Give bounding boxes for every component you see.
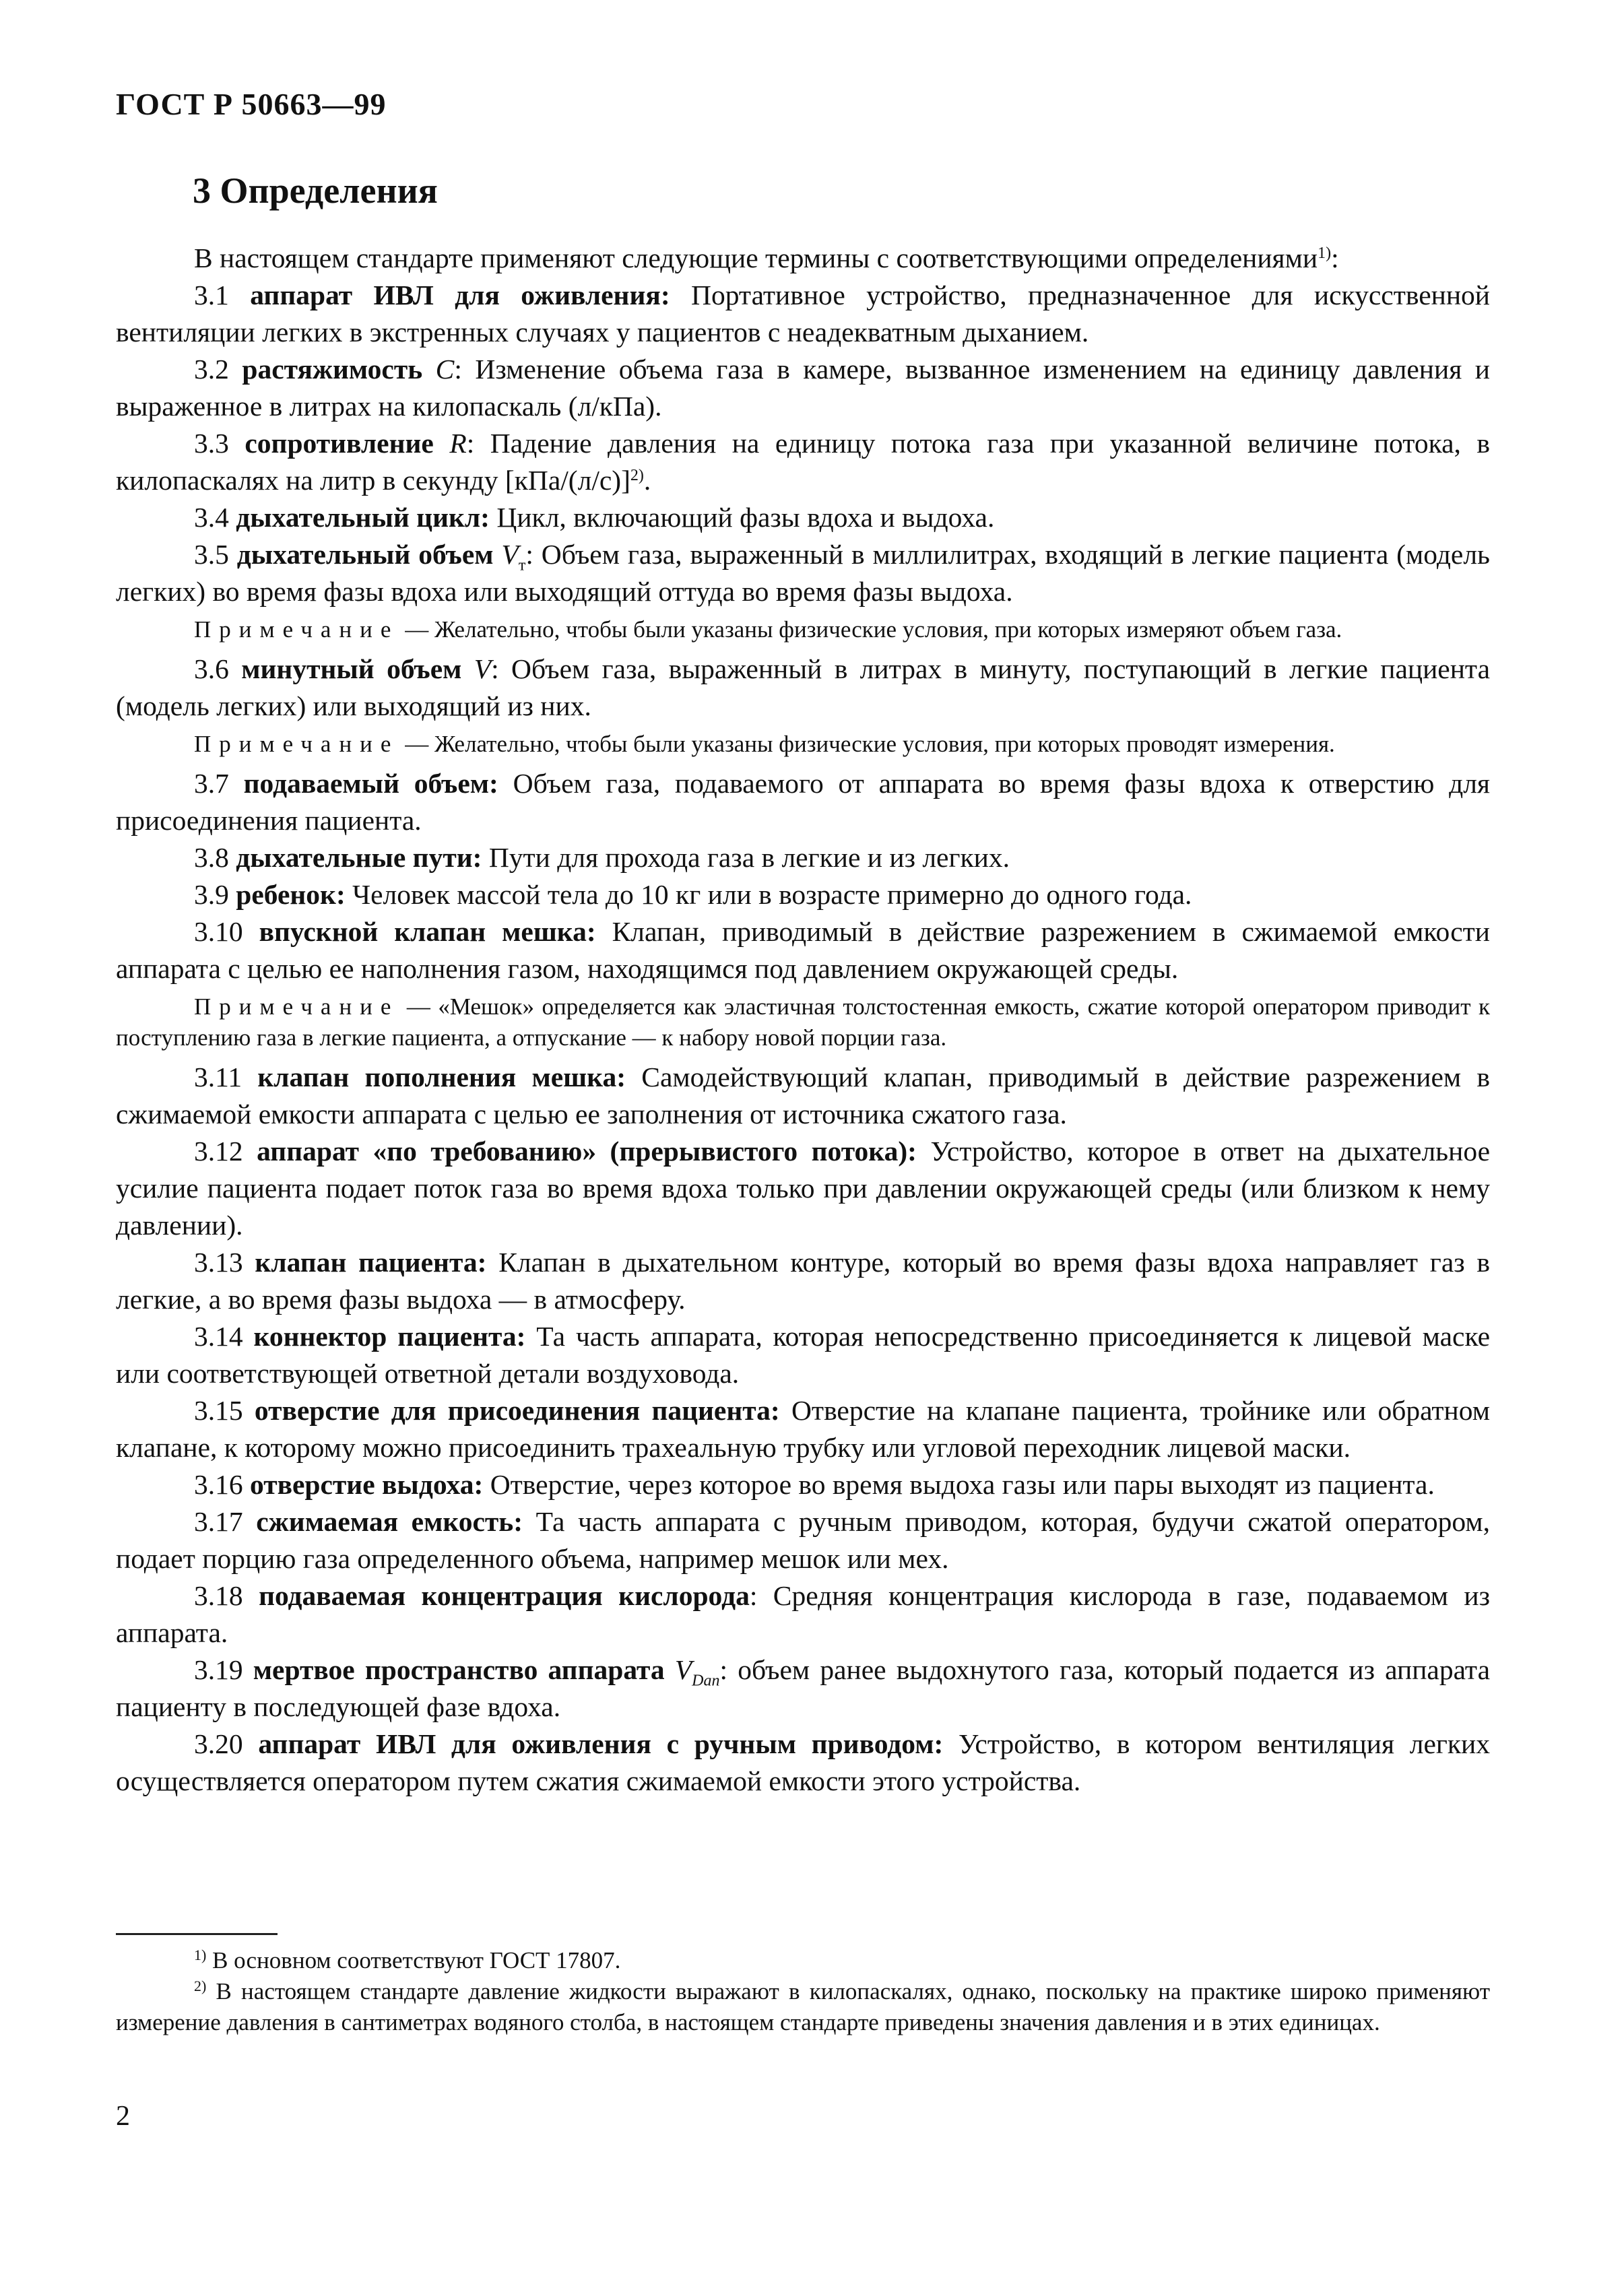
term: коннектор пациента: — [253, 1321, 526, 1352]
term: растяжимость — [242, 354, 423, 385]
term: впускной клапан мешка: — [259, 916, 596, 947]
term: дыхательный цикл: — [236, 502, 490, 533]
definition-3-13: 3.13 клапан пациента: Клапан в дыхательном контуре, который во время фазы вдоха направляет газ в легкие, а во время фазы выдоха — в атмосферу. — [116, 1247, 1490, 1315]
term: дыхательные пути: — [236, 842, 482, 873]
term: аппарат ИВЛ для оживления: — [250, 280, 670, 310]
term: клапан пациента: — [255, 1247, 487, 1278]
footnote-2: $^{2)}$ В настоящем стандарте давление жидкости выражают в килопаскалях, однако, поскольку на практике широко применяют измерение давления в сантиметрах водяного столба, в настоящем стандарте приведены значения давления и в этих единицах. — [116, 1978, 1490, 2035]
page-number: 2 — [116, 2101, 130, 2132]
term: мертвое пространство аппарата — [253, 1654, 665, 1685]
section-title: 3 Определения — [193, 170, 438, 211]
definition-3-7: 3.7 подаваемый объем: Объем газа, подаваемого от аппарата во время фазы вдоха к отверстию для присоединения пациента. — [116, 768, 1490, 836]
definition-3-16: 3.16 отверстие выдоха: Отверстие, через которое во время выдоха газы или пары выходят из пациента. — [194, 1469, 1435, 1500]
term: аппарат ИВЛ для оживления с ручным приводом: — [258, 1728, 944, 1759]
definition-3-12: 3.12 аппарат «по требованию» (прерывистого потока): Устройство, которое в ответ на дыхательное усилие пациента подает поток газа во время вдоха только при давлении окружающей среды (или близком к нему давлении). — [116, 1136, 1490, 1241]
note: Примечание — Желательно, чтобы были указаны физические условия, при которых измеряют объем газа. — [194, 616, 1342, 643]
definition-3-4: 3.4 дыхательный цикл: Цикл, включающий фазы вдоха и выдоха. — [194, 502, 995, 533]
definition-3-5: 3.5 дыхательный объем $V_т$: Объем газа, выраженный в миллилитрах, входящий в легкие пациента (модель легких) во время фазы вдоха или выходящий оттуда во время фазы выдоха. — [116, 539, 1490, 607]
definition-3-3: 3.3 сопротивление R: Падение давления на единицу потока газа при указанной величине потока, в килопаскалях на литр в секунду $[кПа/(л/с)]^{2)}$. — [116, 428, 1490, 496]
definitions-body — [116, 240, 1490, 1800]
footnotes — [116, 1945, 1490, 2038]
term: аппарат «по требованию» (прерывистого потока): — [257, 1136, 917, 1167]
term: минутный объем — [241, 653, 462, 684]
term: отверстие для присоединения пациента: — [254, 1395, 780, 1426]
term: подаваемая концентрация кислорода — [259, 1580, 750, 1611]
footnote-ref: 2) — [630, 467, 644, 484]
term: отверстие выдоха: — [250, 1469, 484, 1500]
note: Примечание — Желательно, чтобы были указаны физические условия, при которых проводят измерения. — [194, 731, 1335, 757]
definition-3-14: 3.14 коннектор пациента: Та часть аппарата, которая непосредственно присоединяется к лицевой маске или соответствующей ответной детали воздуховода. — [116, 1321, 1490, 1389]
definition-3-2: 3.2 растяжимость C: Изменение объема газа в камере, вызванное изменением на единицу давления и выраженное в литрах на килопаскаль (л/кПа). — [116, 354, 1490, 422]
definition-3-8: 3.8 дыхательные пути: Пути для прохода газа в легкие и из легких. — [194, 842, 1010, 873]
intro-paragraph: В настоящем стандарте применяют следующие термины с соответствующими определениями$^{1)}$: — [194, 242, 1339, 273]
definition-3-10: 3.10 впускной клапан мешка: Клапан, приводимый в действие разрежением в сжимаемой емкости аппарата с целью ее наполнения газом, находящимся под давлением окружающей среды. — [116, 916, 1491, 984]
definition-3-17: 3.17 сжимаемая емкость: Та часть аппарата с ручным приводом, которая, будучи сжатой оператором, подает порцию газа определенного объема, например мешок или мех. — [116, 1506, 1491, 1574]
definition-3-15: 3.15 отверстие для присоединения пациента: Отверстие на клапане пациента, тройнике или обратном клапане, к которому можно присоединить трахеальную трубку или угловой переходник лицевой маски. — [116, 1395, 1490, 1463]
definition-3-9: 3.9 ребенок: Человек массой тела до 10 кг или в возрасте примерно до одного года. — [194, 879, 1192, 910]
definition-3-18: 3.18 подаваемая концентрация кислорода: Средняя концентрация кислорода в газе, подаваемом из аппарата. — [116, 1580, 1490, 1648]
document-header: ГОСТ Р 50663—99 — [116, 87, 387, 121]
definition-3-11: 3.11 клапан пополнения мешка: Самодействующий клапан, приводимый в действие разрежением в сжимаемой емкости аппарата с целью ее заполнения от источника сжатого газа. — [116, 1061, 1491, 1130]
term: клапан пополнения мешка: — [257, 1061, 626, 1092]
term: сжимаемая емкость: — [256, 1506, 523, 1537]
footnote-1: $^{1)}$ В основном соответствуют ГОСТ 17807. — [194, 1947, 621, 1973]
footnote-ref: 1) — [1318, 244, 1332, 262]
term: ребенок: — [236, 879, 346, 910]
term: подаваемый объем: — [243, 768, 498, 799]
definition-3-1: 3.1 аппарат ИВЛ для оживления: Портативное устройство, предназначенное для искусственной вентиляции легких в экстренных случаях у пациентов с неадекватным дыханием. — [116, 280, 1490, 348]
definition-3-6: 3.6 минутный объем V: Объем газа, выраженный в литрах в минуту, поступающий в легкие пациента (модель легких) или выходящий из них. — [116, 653, 1490, 721]
term: сопротивление — [245, 428, 434, 459]
definition-3-19: 3.19 мертвое пространство аппарата $V_{Dап}$: объем ранее выдохнутого газа, который подается из аппарата пациенту в последующей фазе вдоха. — [116, 1654, 1490, 1722]
term: дыхательный объем — [236, 539, 494, 570]
note: Примечание — «Мешок» определяется как эластичная толстостенная емкость, сжатие которой оператором приводит к поступлению газа в легкие пациента, а отпускание — к набору новой порции газа. — [116, 993, 1490, 1051]
footnote-divider — [116, 1933, 278, 1935]
definition-3-20: 3.20 аппарат ИВЛ для оживления с ручным приводом: Устройство, в котором вентиляция легких осуществляется оператором путем сжатия сжимаемой емкости этого устройства. — [116, 1728, 1491, 1796]
